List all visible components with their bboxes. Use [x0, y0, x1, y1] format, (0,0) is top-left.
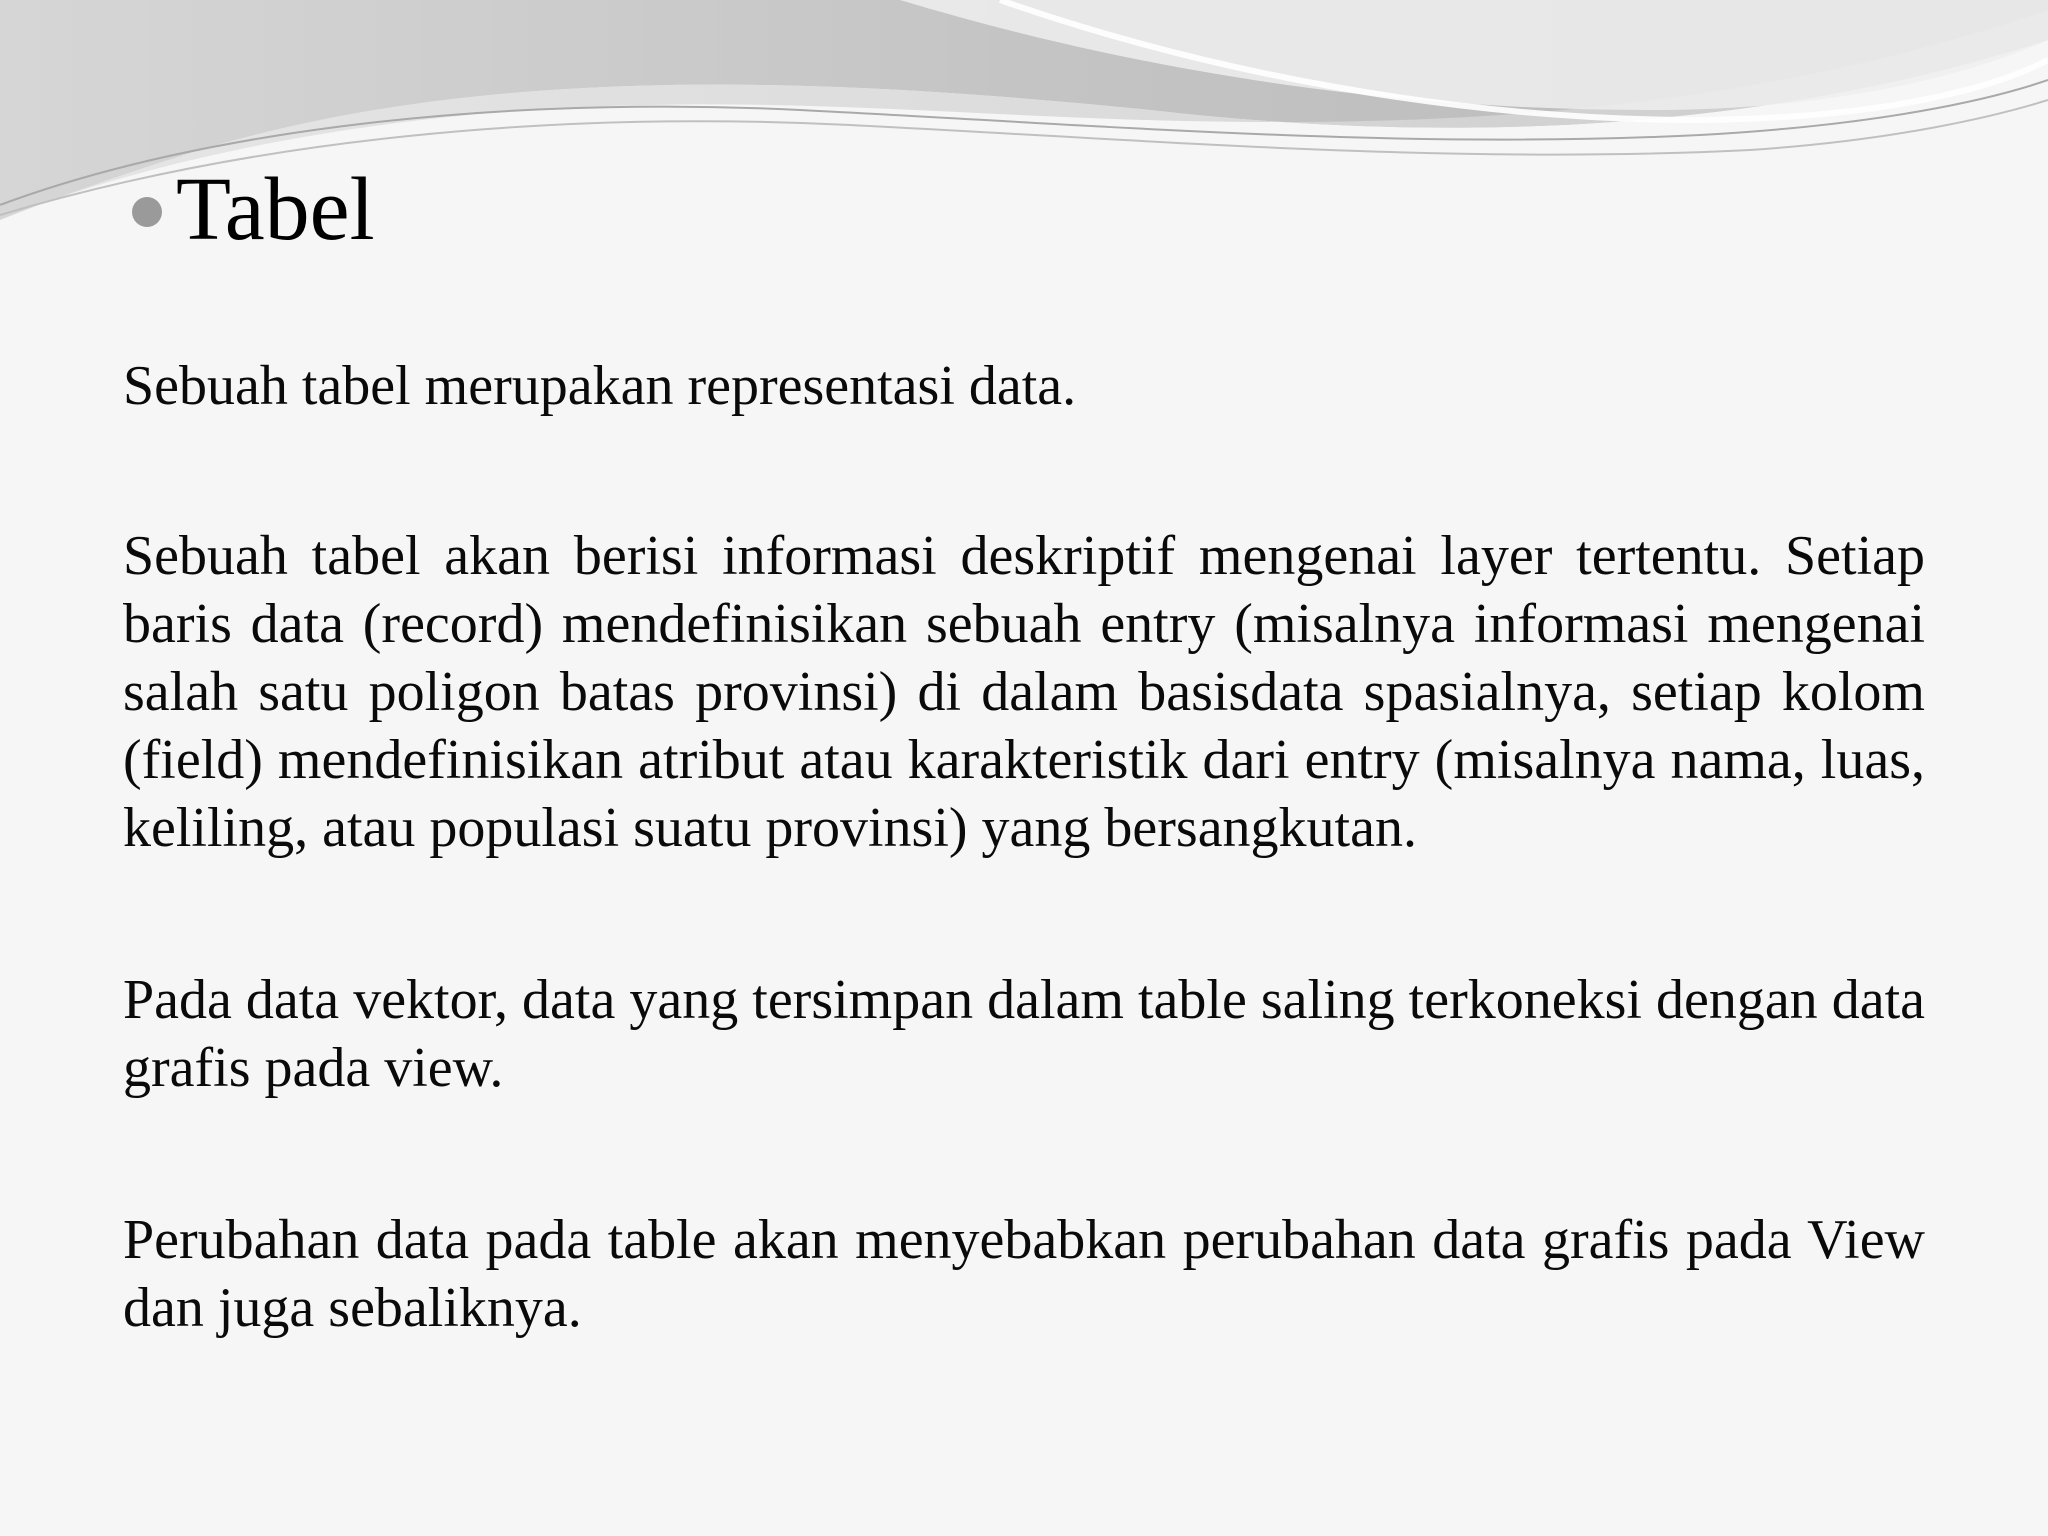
paragraph-2: Sebuah tabel akan berisi informasi deskriptif mengenai layer tertentu. Setiap baris data (record) mendefinisikan sebuah entry (misalnya informasi mengenai salah satu poligon batas provinsi) di dalam basisdata spasialnya, setiap kolom (field) mendefinisikan atribut atau karakteristik dari entry (misalnya nama, luas, keliling, atau populasi suatu provinsi) yang bersangkutan.	[123, 525, 1925, 859]
slide-title: Tabel	[176, 160, 375, 259]
paragraph-1: Sebuah tabel merupakan representasi data.	[123, 355, 1077, 417]
paragraph-3: Pada data vektor, data yang tersimpan dalam table saling terkoneksi dengan data grafis pada view.	[123, 969, 1925, 1099]
paragraph-4: Perubahan data pada table akan menyebabkan perubahan data grafis pada View dan juga sebaliknya.	[123, 1209, 1925, 1339]
title-row	[132, 160, 375, 260]
bullet-icon	[132, 197, 162, 227]
slide-body	[123, 352, 1925, 1342]
